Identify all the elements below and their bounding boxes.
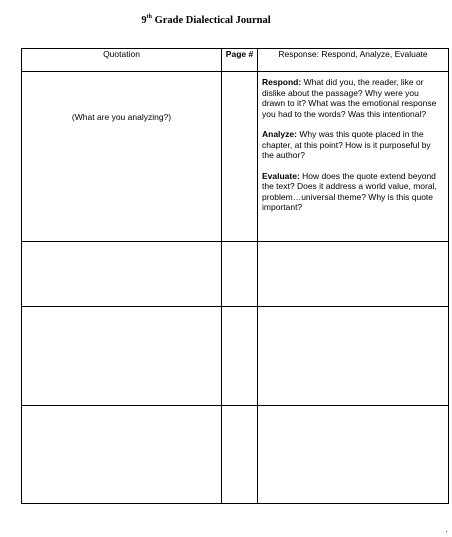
evaluate-label: Evaluate: [262, 170, 300, 181]
stray-mark [446, 531, 447, 532]
evaluate-text: How does the quote extend beyond the text? Does it address a world value, moral, problem…universal theme? Why is this quote important? [262, 170, 437, 212]
response-cell[interactable] [258, 406, 449, 504]
title-grade-suffix: th [146, 14, 152, 20]
page-cell[interactable] [222, 307, 258, 406]
page-title [0, 15, 452, 26]
respond-label: Respond: [262, 77, 302, 87]
page-cell[interactable] [222, 406, 258, 504]
table-row [22, 242, 449, 307]
page-cell[interactable] [222, 72, 258, 242]
response-cell[interactable] [258, 72, 449, 242]
title-text: Grade Dialectical Journal [151, 15, 271, 26]
analyze-label: Analyze: [262, 129, 297, 139]
quotation-cell[interactable] [22, 307, 222, 406]
dialectical-journal-table [21, 48, 449, 504]
page-cell[interactable] [222, 242, 258, 307]
respond-text: What did you, the reader, like or dislike about the passage? Why were you drawn to it? What was the emotional response you had to the words? Was this intentional? [262, 77, 437, 119]
respond-guide [262, 77, 444, 119]
analyze-text: Why was this quote placed in the chapter, at this point? How is it purposeful by the author? [262, 129, 431, 160]
table-row [22, 72, 449, 242]
table-row [22, 406, 449, 504]
response-cell[interactable] [258, 307, 449, 406]
title-grade-number: 9 [141, 15, 147, 26]
quotation-prompt: (What are you analyzing?) [71, 112, 172, 122]
quotation-cell[interactable] [22, 72, 222, 242]
page-number-header: Page # [222, 49, 258, 72]
quotation-header: Quotation [22, 49, 222, 72]
response-header: Response: Respond, Analyze, Evaluate [258, 49, 449, 72]
quotation-cell[interactable] [22, 406, 222, 504]
evaluate-guide [262, 171, 444, 213]
quotation-cell[interactable] [22, 242, 222, 307]
response-cell[interactable] [258, 242, 449, 307]
table-row [22, 307, 449, 406]
analyze-guide [262, 129, 444, 161]
table-header-row [22, 49, 449, 72]
